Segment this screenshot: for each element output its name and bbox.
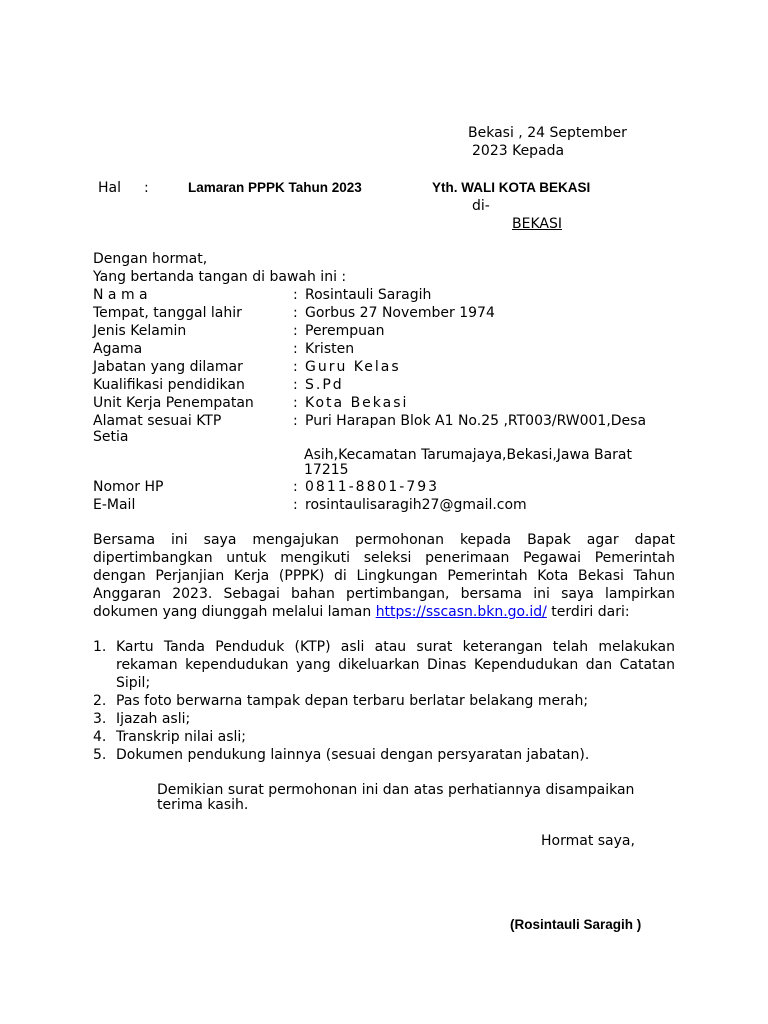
field-label: Jenis Kelamin: [93, 323, 187, 339]
list-item: 3. Ijazah asli;: [93, 711, 191, 727]
recipient-title: Yth. WALI KOTA BEKASI: [432, 180, 591, 195]
field-label: Tempat, tanggal lahir: [93, 305, 242, 321]
field-value: S.Pd: [305, 377, 344, 393]
field-label: Unit Kerja Penempatan: [93, 395, 254, 411]
field-label: Jabatan yang dilamar: [93, 359, 243, 375]
field-value: Guru Kelas: [305, 359, 401, 375]
field-label: Kualifikasi pendidikan: [93, 377, 245, 393]
address-line3: 17215: [304, 462, 349, 478]
field-label: Agama: [93, 341, 143, 357]
field-value: Perempuan: [305, 323, 385, 339]
address-line2: Asih,Kecamatan Tarumajaya,Bekasi,Jawa Barat: [304, 447, 632, 463]
body-paragraph: Bersama ini saya mengajukan permohonan kepada Bapak agar dapat dipertimbangkan untuk mengikuti seleksi penerimaan Pegawai Pemerintah dengan Perjanjian Kerja (PPPK) di Lingkungan Pemerintah Kota Bekasi Tahun Anggaran 2023. Sebagai bahan pertimbangan, bersama ini saya lampirkan dokumen yang diunggah melalui laman https://sscasn.bkn.go.id/ terdiri dari:: [93, 532, 675, 620]
address-label-cont: Setia: [93, 429, 129, 445]
field-label: Nomor HP: [93, 479, 164, 495]
field-label: Alamat sesuai KTP: [93, 413, 222, 429]
subject-value: Lamaran PPPK Tahun 2023: [188, 180, 362, 195]
field-value: Puri Harapan Blok A1 No.25 ,RT003/RW001,Desa: [305, 413, 647, 429]
intro-line: Yang bertanda tangan di bawah ini :: [93, 269, 347, 285]
subject-label: Hal: [98, 180, 121, 196]
attachment-list: [93, 638, 675, 764]
list-item: 1. Kartu Tanda Penduduk (KTP) asli atau surat keterangan telah melakukan rekaman kependudukan yang dikeluarkan Dinas Kependudukan dan Catatan Sipil;: [93, 639, 675, 691]
field-label: E-Mail: [93, 497, 136, 513]
field-value: Rosintauli Saragih: [305, 287, 432, 303]
list-item: 2. Pas foto berwarna tampak depan terbaru berlatar belakang merah;: [93, 693, 589, 709]
field-value: 0811-8801-793: [305, 479, 440, 495]
letter-date-line1: Bekasi , 24 September: [468, 125, 627, 141]
letter-date-line2: 2023 Kepada: [472, 143, 565, 159]
closing-line1: Demikian surat permohonan ini dan atas perhatiannya disampaikan: [157, 782, 635, 798]
list-item: 5. Dokumen pendukung lainnya (sesuai dengan persyaratan jabatan).: [93, 747, 590, 763]
signature-name: (Rosintauli Saragih ): [510, 917, 642, 932]
field-value: rosintaulisaragih27@gmail.com: [305, 497, 527, 513]
list-item: 4. Transkrip nilai asli;: [93, 729, 247, 745]
closing-line2: terima kasih.: [157, 797, 249, 813]
sscasn-link[interactable]: https://sscasn.bkn.go.id/: [375, 604, 547, 620]
recipient-city: BEKASI: [512, 216, 562, 232]
greeting: Dengan hormat,: [93, 251, 208, 267]
field-value: Kristen: [305, 341, 355, 357]
field-value: Kota Bekasi: [305, 395, 409, 411]
field-value: Gorbus 27 November 1974: [305, 305, 495, 321]
recipient-di: di-: [472, 198, 490, 214]
regards: Hormat saya,: [541, 833, 635, 849]
field-label: N a m a: [93, 287, 148, 303]
subject-colon: :: [144, 180, 149, 196]
